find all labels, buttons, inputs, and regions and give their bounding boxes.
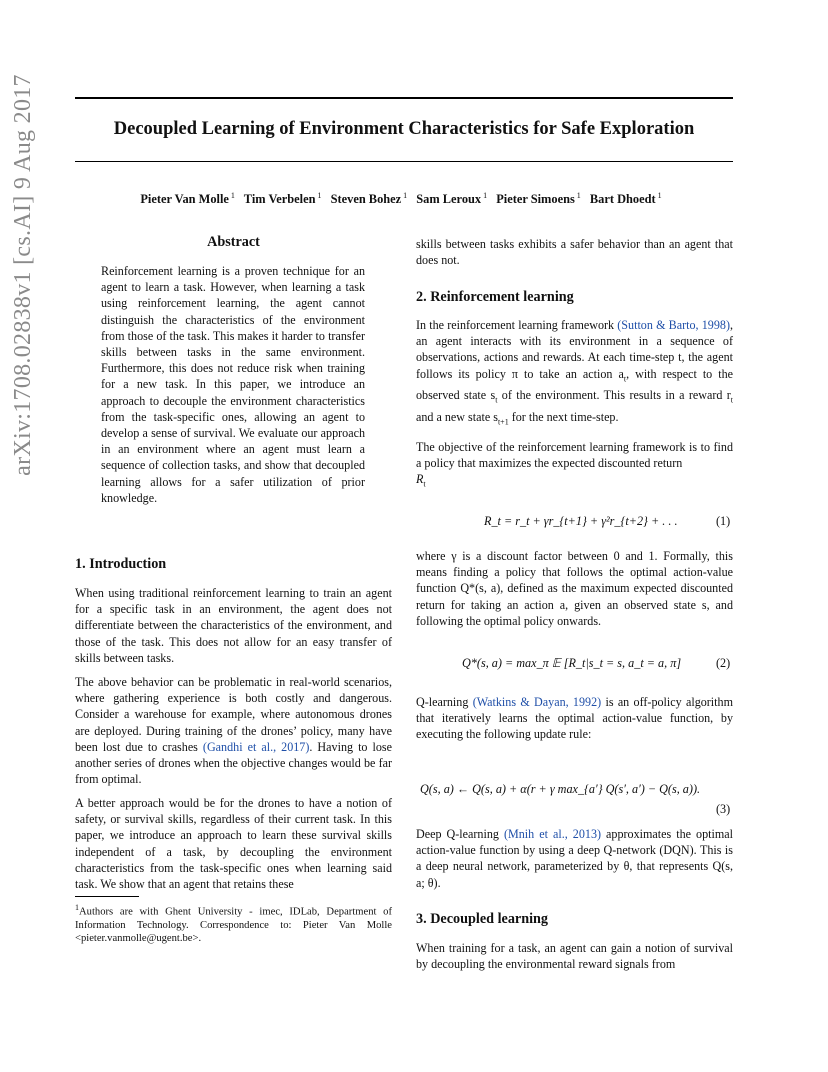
rl-p2-text: The objective of the reinforcement learning framework is to find a policy that maximizes the expected discounted return <box>416 440 733 471</box>
equation-3-number: (3) <box>716 802 731 816</box>
title-rule-top <box>75 97 733 99</box>
author-6: Bart Dhoedt <box>589 192 656 207</box>
footnote <box>75 901 392 945</box>
author-mark: 1 <box>483 191 488 200</box>
intro-p2-text-b: . Having to lose another series of drones when the objective changes would be far from optimal. <box>75 739 392 787</box>
author-mark: 1 <box>657 191 662 200</box>
intro-paragraph-1: When using traditional reinforcement learning to train an agent for a specific task in an environment, the agent does not differentiate between the characteristics of the environment, and those of the task. This does not allow for an easy transfer of skills between tasks. <box>75 586 392 665</box>
citation-sutton[interactable]: (Sutton & Barto, 1998) <box>617 318 730 332</box>
citation-watkins[interactable]: (Watkins & Dayan, 1992) <box>472 695 602 709</box>
abstract-heading: Abstract <box>207 234 260 250</box>
equation-3: Q(s, a) ← Q(s, a) + α(r + γ max_{a′} Q(s′, a′) − Q(s, a)). <box>420 782 701 796</box>
rl-p5-a: Deep Q-learning <box>416 827 504 841</box>
author-5: Pieter Simoens <box>496 192 575 207</box>
rl-p5-b: approximates the optimal action-value function by using a deep Q-network (DQN). This is a deep neural network, parameterized by θ, that represents Q(s, a; θ). <box>416 827 733 890</box>
rl-p1-f: for the next time-step. <box>508 409 619 424</box>
equation-1-number: (1) <box>716 514 731 528</box>
paper-title: Decoupled Learning of Environment Characteristics for Safe Exploration <box>113 119 695 139</box>
intro-paragraph-2 <box>75 674 392 787</box>
footnote-mark: 1 <box>75 903 79 912</box>
rl-p1-e: and a new state s <box>416 409 498 424</box>
subscript-t: t <box>495 395 498 405</box>
rl-p1-d: of the environment. This results in a reward r <box>497 388 731 403</box>
arxiv-stamp: arXiv:1708.02838v1 [cs.AI] 9 Aug 2017 <box>10 74 36 476</box>
author-mark: 1 <box>576 191 581 200</box>
rl-heading: 2. Reinforcement learning <box>416 289 574 305</box>
citation-mnih[interactable]: (Mnih et al., 2013) <box>503 827 602 841</box>
rl-paragraph-4 <box>416 694 733 743</box>
rl-p1-c: , with respect to the observed state s <box>416 366 733 403</box>
intro-heading: 1. Introduction <box>75 556 167 572</box>
author-3: Steven Bohez <box>330 192 402 207</box>
subscript-t: t <box>623 374 627 384</box>
author-mark: 1 <box>317 191 322 200</box>
footnote-rule <box>75 896 139 897</box>
subscript-t1: t+1 <box>497 417 509 427</box>
abstract-text: Reinforcement learning is a proven technique for an agent to learn a task. However, when learning a task using reinforcement learning, the agent cannot distinguish the characteristics of the environment from those of the task. This makes it harder to transfer skills between tasks in the same environment. Furthermore, this does not reduce risk when training for a new task. In this paper, we introduce an approach to decouple the environment characteristics from the task-specific ones, allowing an agent to develop a sense of survival. We evaluate our approach in an environment where an agent must learn a sequence of collection tasks, and show that decoupled learning allows for a safer utilization of prior knowledge. <box>101 264 365 505</box>
title-rule-bottom <box>75 161 733 162</box>
right-top-text: skills between tasks exhibits a safer behavior than an agent that does not. <box>416 237 733 268</box>
equation-2: Q*(s, a) = max_π 𝔼 [R_t|s_t = s, a_t = a, π] <box>462 656 682 670</box>
subscript-t: t <box>730 395 734 405</box>
footnote-text: Authors are with Ghent University - imec, IDLab, Department of Information Technology. Correspondence to: Pieter Van Molle <pieter.vanmolle@ugent.be>. <box>75 906 392 944</box>
subscript-t: t <box>423 479 426 489</box>
decoupled-heading: 3. Decoupled learning <box>416 911 549 927</box>
rl-p1-b: , an agent interacts with its environment in a sequence of observations, actions and rewards. At each time-step t, the agent follows its policy π to take an action a <box>416 318 733 381</box>
rl-paragraph-2 <box>416 439 733 493</box>
rl-paragraph-3: where γ is a discount factor between 0 and 1. Formally, this means finding a policy that follows the optimal action-value function Q*(s, a), defined as the maximum expected discounted return for taking an action a, given an observed state s, and following the optimal policy onwards. <box>416 549 733 628</box>
author-mark: 1 <box>403 191 408 200</box>
rl-p1-a: In the reinforcement learning framework <box>416 318 618 332</box>
citation-gandhi[interactable]: (Gandhi et al., 2017) <box>202 739 310 754</box>
return-symbol: R <box>416 472 424 487</box>
rl-paragraph-5 <box>416 826 733 891</box>
decoupled-paragraph-1: When training for a task, an agent can gain a notion of survival by decoupling the environmental reward signals from <box>416 941 733 972</box>
rl-paragraph-1 <box>416 317 733 430</box>
intro-paragraph-3: A better approach would be for the drones to have a notion of safety, or survival skills, regardless of their current task. In this paper, we introduce an approach to learn these survival skills independent of a task, by decoupling the environment characteristics from the task-specific ones when learning said task. We show that an agent that retains these <box>75 796 392 892</box>
author-4: Sam Leroux <box>416 192 482 207</box>
author-2: Tim Verbelen <box>243 192 316 207</box>
equation-2-number: (2) <box>716 656 731 670</box>
author-1: Pieter Van Molle <box>140 192 229 207</box>
author-list <box>75 191 733 207</box>
author-mark: 1 <box>230 191 235 200</box>
intro-p2-text-a: The above behavior can be problematic in real-world scenarios, where gathering experience is both costly and dangerous. Consider a warehouse for example, where autonomous drones are deployed. During training of the drones’ policy, many have been lost due to crashes <box>75 675 392 754</box>
rl-p4-a: Q-learning <box>416 695 473 709</box>
equation-1: R_t = r_t + γr_{t+1} + γ²r_{t+2} + . . . <box>484 514 678 528</box>
rl-p4-b: is an off-policy algorithm that iteratively learns the optimal action-value function, by executing the following update rule: <box>416 695 733 742</box>
